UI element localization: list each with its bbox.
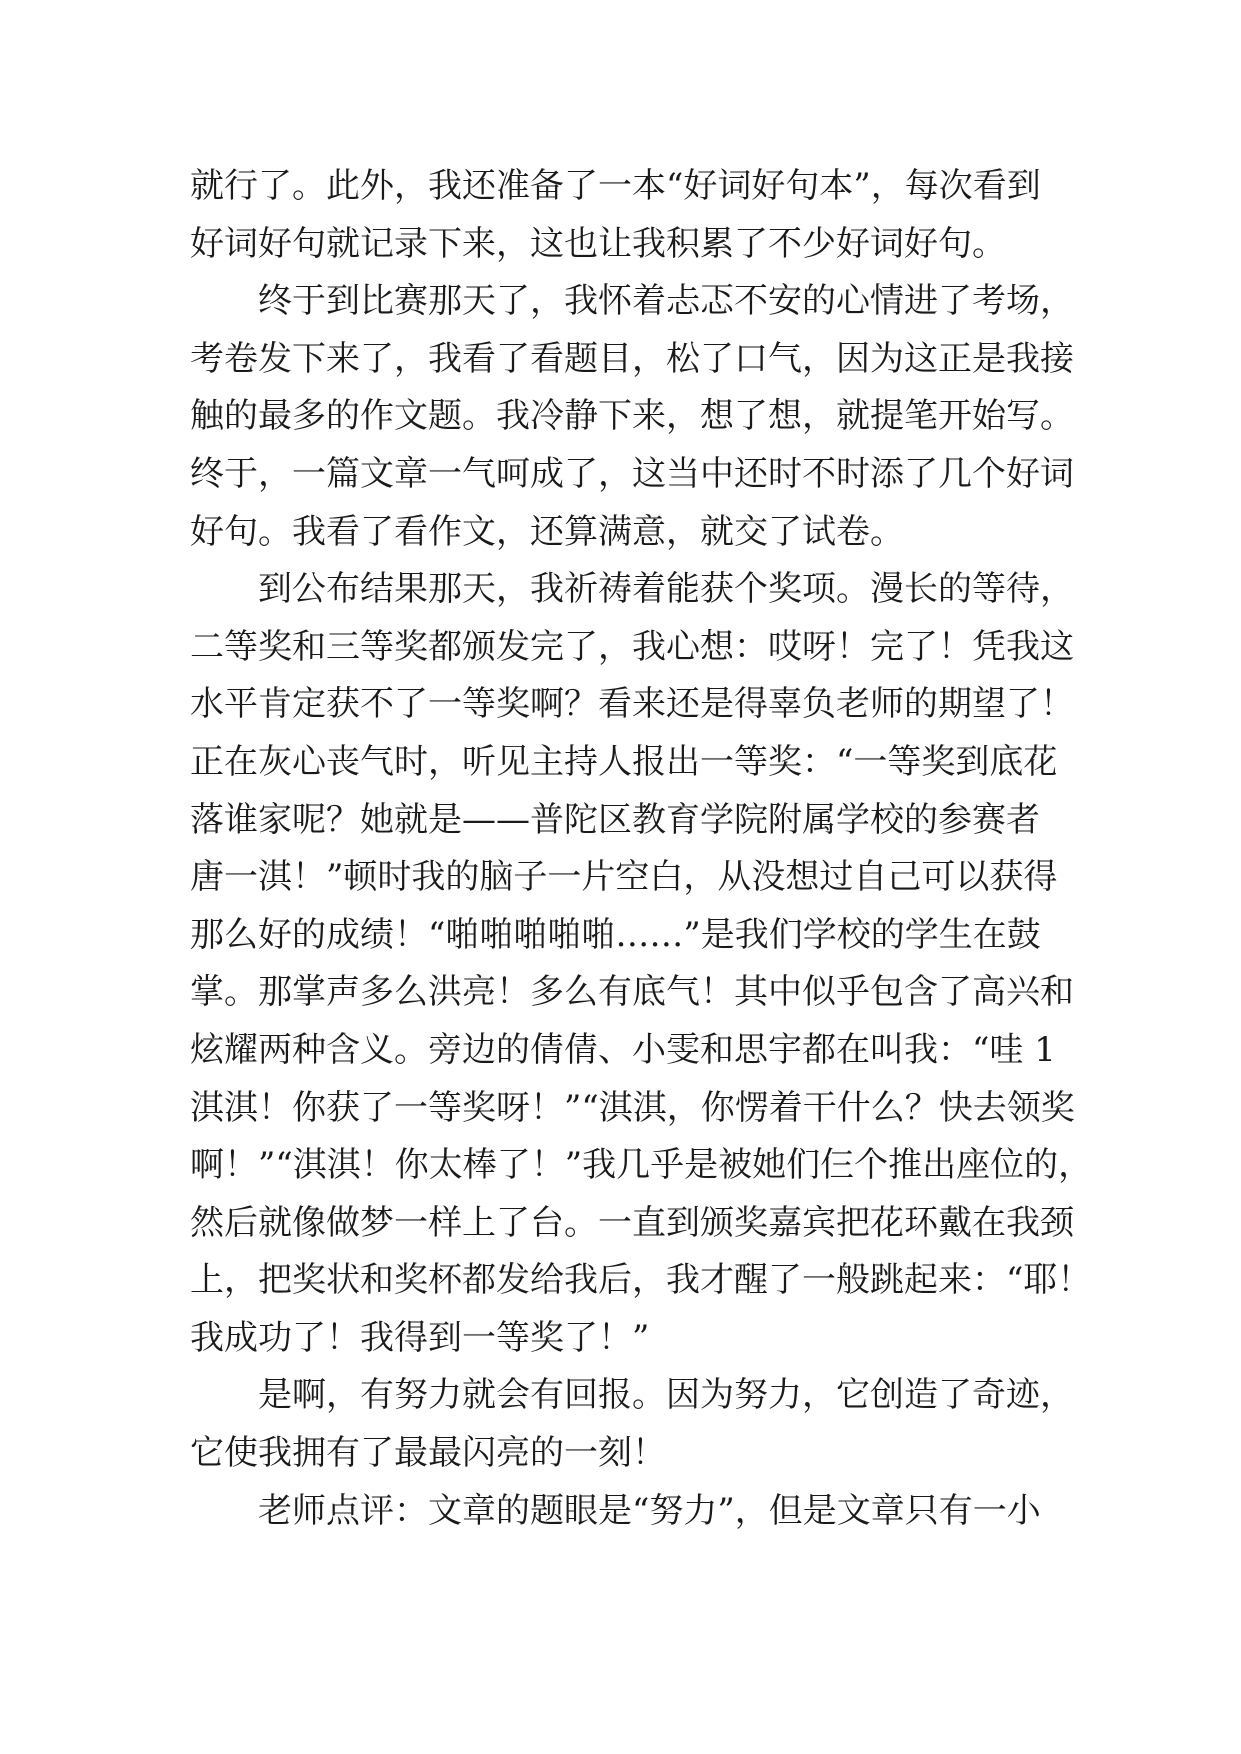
paragraph-start-line: 终于到比赛那天了，我怀着忐忑不安的心情进了考场， bbox=[258, 281, 1074, 322]
text-line: 我成功了！我得到一等奖了！” bbox=[190, 1317, 650, 1358]
text-line: 水平肯定获不了一等奖啊？看来还是得辜负老师的期望了！ bbox=[190, 684, 1074, 725]
text-line: 淇淇！你获了一等奖呀！”“淇淇，你愣着干什么？快去领奖 bbox=[190, 1087, 1075, 1128]
text-line: 好句。我看了看作文，还算满意，就交了试卷。 bbox=[190, 511, 904, 552]
text-line: 它使我拥有了最最闪亮的一刻！ bbox=[190, 1433, 666, 1474]
text-line: 掌。那掌声多么洪亮！多么有底气！其中似乎包含了高兴和 bbox=[190, 972, 1074, 1013]
text-line: 落谁家呢？她就是——普陀区教育学院附属学校的参赛者 bbox=[190, 799, 1040, 840]
text-line: 触的最多的作文题。我冷静下来，想了想，就提笔开始写。 bbox=[190, 396, 1074, 437]
text-line: 唐一淇！”顿时我的脑子一片空白，从没想过自己可以获得 bbox=[190, 857, 1058, 898]
text-line: 二等奖和三等奖都颁发完了，我心想：哎呀！完了！凭我这 bbox=[190, 626, 1074, 667]
text-line: 那么好的成绩！“啪啪啪啪啪……”是我们学校的学生在鼓 bbox=[190, 914, 1041, 955]
text-line: 啊！”“淇淇！你太棒了！”我几乎是被她们仨个推出座位的， bbox=[190, 1145, 1093, 1186]
paragraph-start-line: 到公布结果那天，我祈祷着能获个奖项。漫长的等待， bbox=[258, 569, 1074, 610]
text-line: 正在灰心丧气时，听见主持人报出一等奖：“一等奖到底花 bbox=[190, 741, 1058, 782]
paragraph-start-line: 是啊，有努力就会有回报。因为努力，它创造了奇迹， bbox=[258, 1375, 1074, 1416]
teacher-comment-line: 老师点评：文章的题眼是“努力”，但是文章只有一小 bbox=[258, 1490, 1041, 1531]
essay-text bbox=[190, 158, 1093, 1540]
text-line: 就行了。此外，我还准备了一本“好词好句本”，每次看到 bbox=[190, 166, 1041, 206]
text-line: 炫耀两种含义。旁边的倩倩、小雯和思宇都在叫我：“哇 1 bbox=[190, 1029, 1056, 1070]
text-line: 考卷发下来了，我看了看题目，松了口气，因为这正是我接 bbox=[190, 338, 1074, 379]
text-line: 上，把奖状和奖杯都发给我后，我才醒了一般跳起来：“耶！ bbox=[190, 1260, 1092, 1301]
text-line: 好词好句就记录下来，这也让我积累了不少好词好句。 bbox=[190, 223, 1006, 264]
text-line: 终于，一篇文章一气呵成了，这当中还时不时添了几个好词 bbox=[190, 453, 1074, 494]
text-line: 然后就像做梦一样上了台。一直到颁奖嘉宾把花环戴在我颈 bbox=[190, 1202, 1074, 1243]
